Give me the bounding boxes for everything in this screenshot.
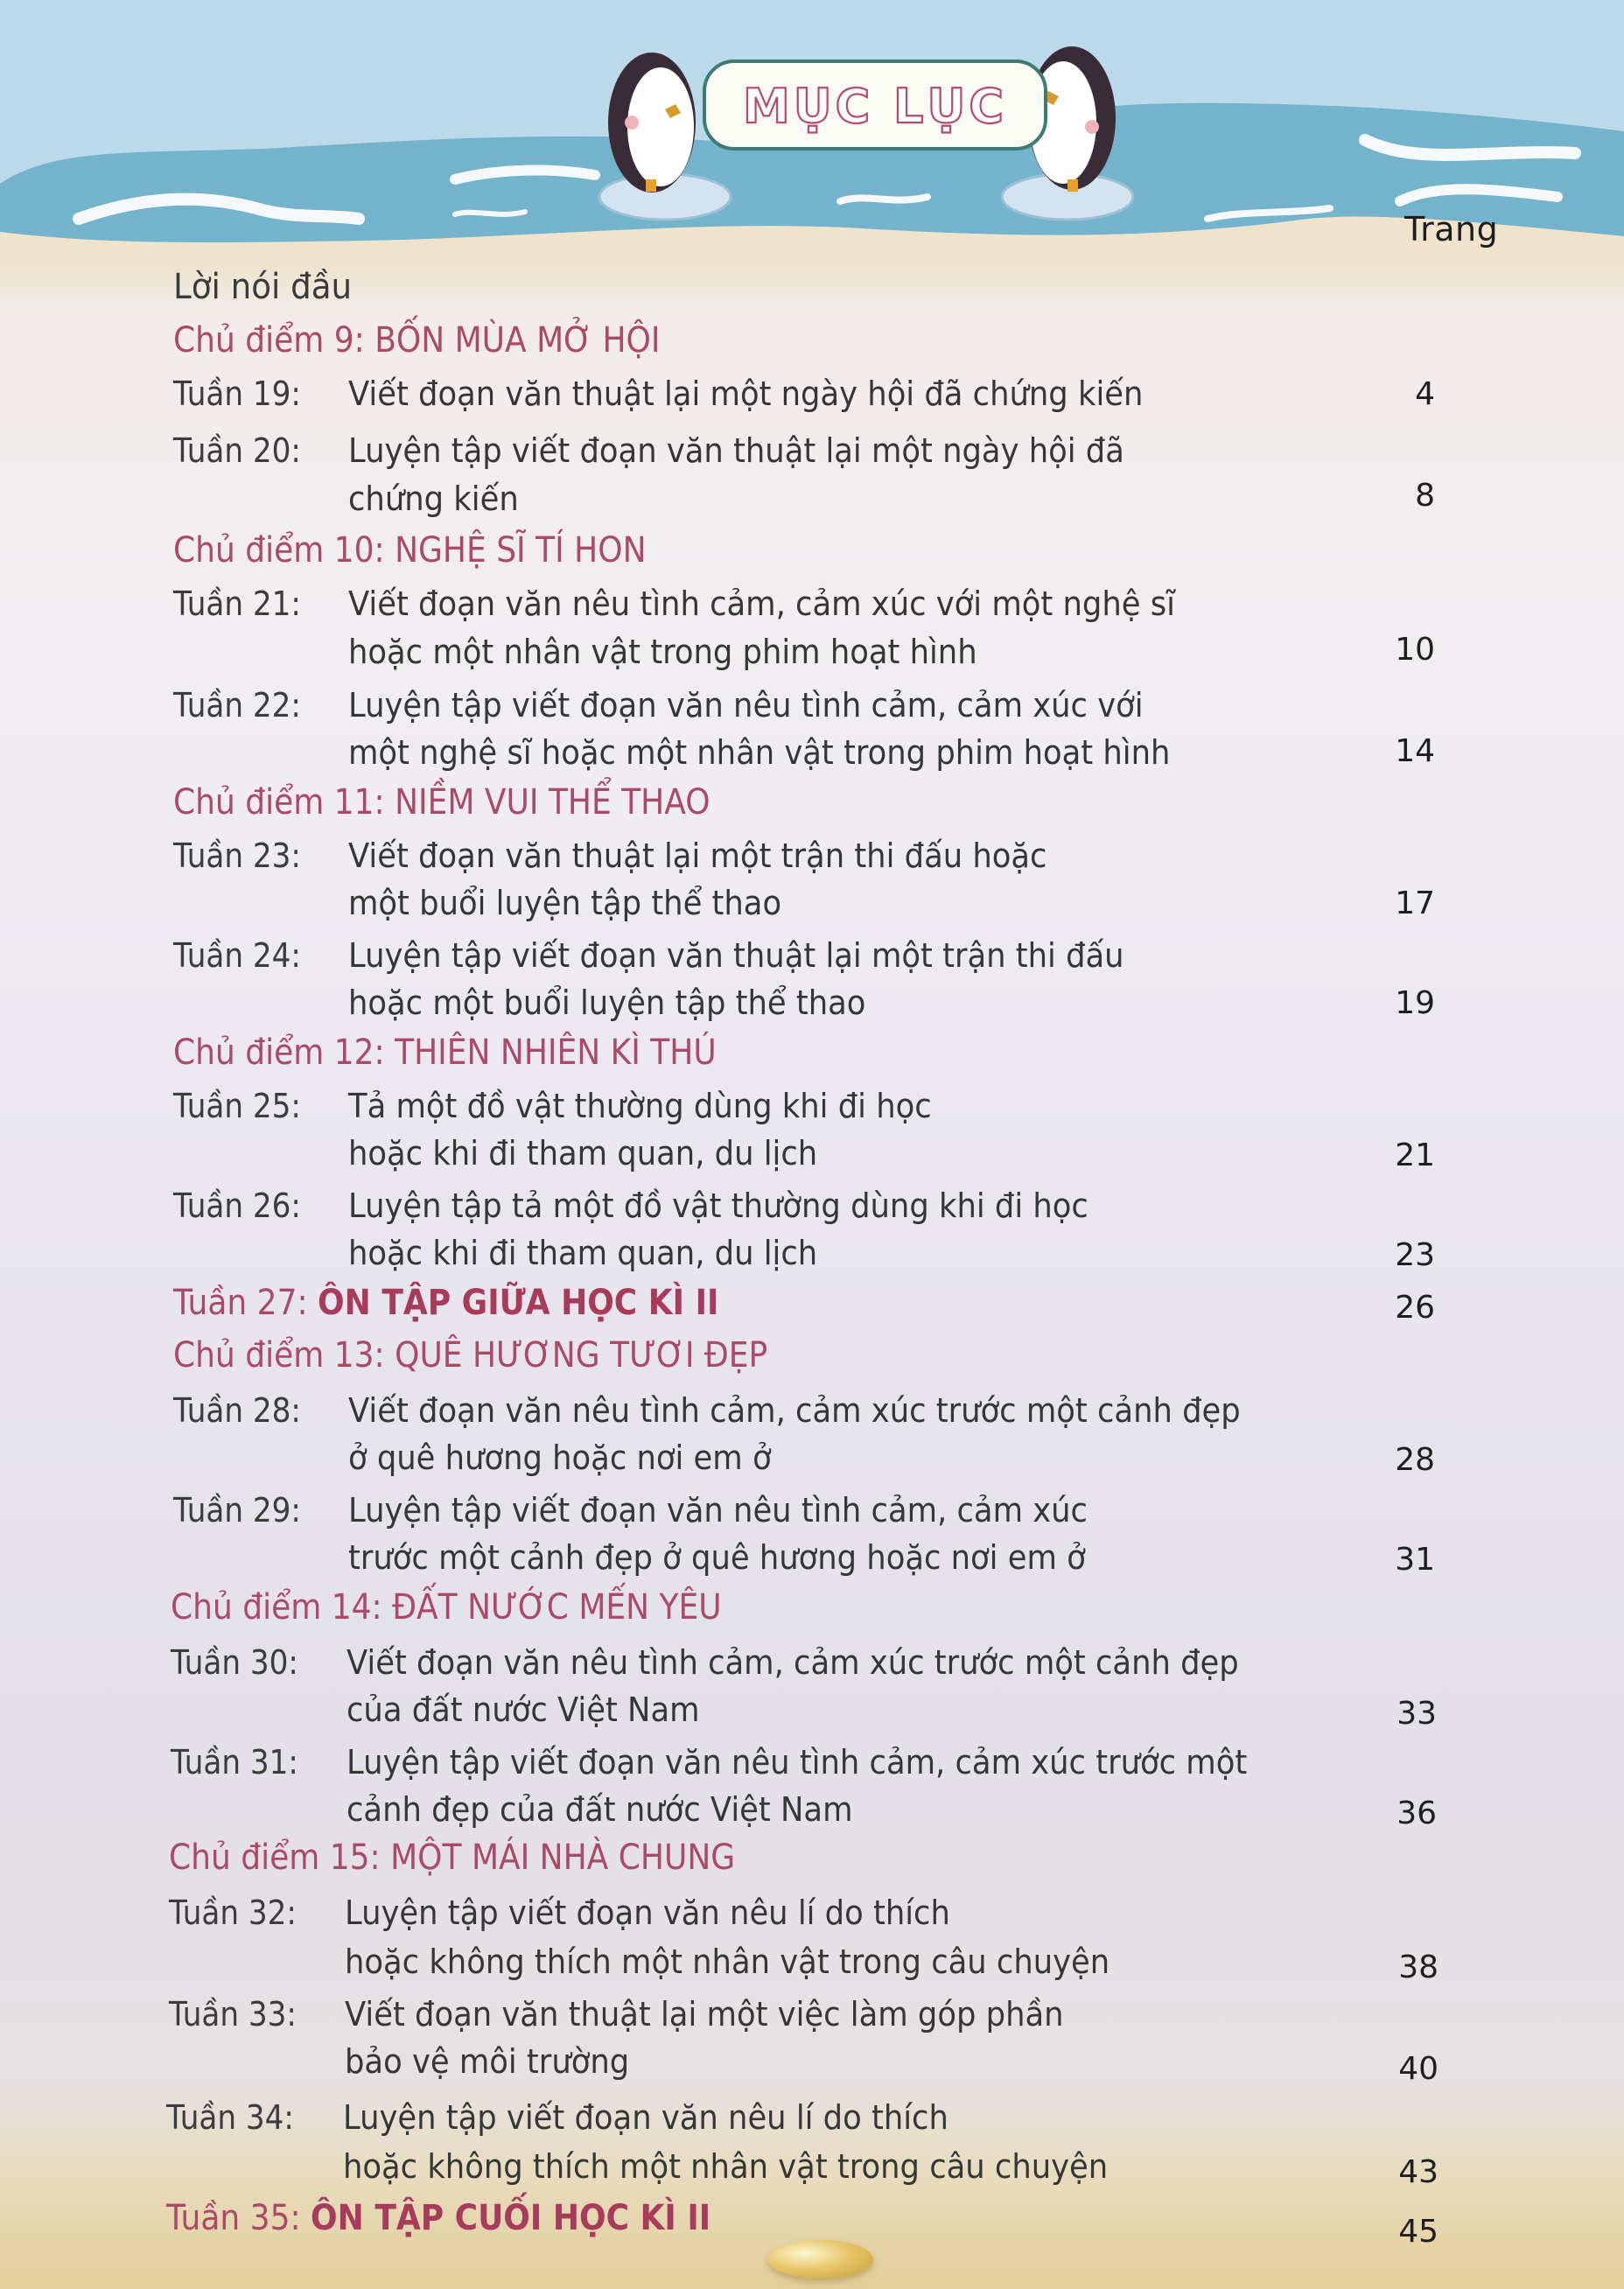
- week-title-line: Viết đoạn văn nêu tình cảm, cảm xúc với một nghệ sĩ: [348, 584, 1175, 623]
- week-label: Tuần 30:: [171, 1643, 298, 1682]
- review-week-label: Tuần 35:: [166, 2198, 301, 2238]
- week-title-line: Luyện tập viết đoạn văn nêu tình cảm, cảm xúc: [348, 1491, 1088, 1530]
- review-heading: [173, 1283, 718, 1323]
- week-label: Tuần 24:: [173, 936, 301, 975]
- topic-heading[interactable]: Chủ điểm 11: NIỀM VUI THỂ THAO: [173, 782, 710, 822]
- week-label: Tuần 28:: [173, 1391, 301, 1430]
- week-title-line: Luyện tập viết đoạn văn nêu tình cảm, cảm xúc trước một: [346, 1743, 1248, 1782]
- topic-heading[interactable]: Chủ điểm 14: ĐẤT NƯỚC MẾN YÊU: [171, 1587, 722, 1628]
- week-title-line: hoặc một nhân vật trong phim hoạt hình: [348, 633, 977, 671]
- week-title-line: Luyện tập tả một đồ vật thường dùng khi đi học: [348, 1186, 1088, 1225]
- week-title-line: Luyện tập viết đoạn văn thuật lại một ngày hội đã: [348, 431, 1124, 470]
- week-title-line: hoặc không thích một nhân vật trong câu chuyện: [343, 2147, 1109, 2186]
- week-label: Tuần 23:: [173, 836, 301, 875]
- topic-heading[interactable]: Chủ điểm 9: BỐN MÙA MỞ HỘI: [173, 320, 661, 360]
- week-title-line: Luyện tập viết đoạn văn thuật lại một trận thi đấu: [348, 936, 1124, 975]
- review-heading: [166, 2198, 710, 2238]
- week-label: Tuần 29:: [173, 1491, 301, 1530]
- week-label: Tuần 34:: [166, 2098, 294, 2137]
- topic-heading[interactable]: Chủ điểm 10: NGHỆ SĨ TÍ HON: [173, 530, 647, 570]
- week-label: Tuần 33:: [169, 1995, 297, 2034]
- week-label: Tuần 21:: [173, 584, 301, 623]
- week-title-line: Viết đoạn văn nêu tình cảm, cảm xúc trước một cảnh đẹp: [346, 1643, 1239, 1682]
- week-title-line: Luyện tập viết đoạn văn nêu lí do thích: [345, 1894, 950, 1932]
- week-title-line: Viết đoạn văn thuật lại một ngày hội đã chứng kiến: [348, 374, 1144, 413]
- week-title-line: Tả một đồ vật thường dùng khi đi học: [348, 1087, 932, 1125]
- sea-background: [0, 0, 1624, 262]
- week-title-line: Luyện tập viết đoạn văn nêu lí do thích: [343, 2098, 948, 2137]
- week-title-line: trước một cảnh đẹp ở quê hương hoặc nơi em ở: [348, 1538, 1086, 1577]
- week-label: Tuần 31:: [171, 1743, 298, 1782]
- penguin-left-icon: [608, 52, 696, 192]
- week-label: Tuần 22:: [173, 686, 301, 724]
- week-title-line: cảnh đẹp của đất nước Việt Nam: [346, 1790, 853, 1829]
- week-label: Tuần 20:: [173, 431, 301, 470]
- week-title-line: hoặc không thích một nhân vật trong câu chuyện: [345, 1942, 1110, 1981]
- week-title-line: hoặc khi đi tham quan, du lịch: [348, 1234, 818, 1272]
- page-number: 23: [1395, 1237, 1435, 1273]
- week-title-line: của đất nước Việt Nam: [346, 1690, 700, 1729]
- topic-heading[interactable]: Chủ điểm 12: THIÊN NHIÊN KÌ THÚ: [173, 1032, 717, 1073]
- week-title-line: Viết đoạn văn nêu tình cảm, cảm xúc trước một cảnh đẹp: [348, 1391, 1241, 1430]
- week-title-line: Viết đoạn văn thuật lại một trận thi đấu hoặc: [348, 836, 1047, 875]
- page-number: 45: [1398, 2214, 1438, 2250]
- week-title-line: ở quê hương hoặc nơi em ở: [348, 1438, 772, 1477]
- page-number: 36: [1396, 1796, 1437, 1831]
- week-title-line: bảo vệ môi trường: [345, 2042, 630, 2081]
- week-label: Tuần 32:: [169, 1894, 297, 1932]
- page-number: 21: [1395, 1138, 1435, 1173]
- week-label: Tuần 25:: [173, 1087, 301, 1125]
- title-text: MỤC LỤC: [743, 79, 1007, 134]
- topic-heading[interactable]: Chủ điểm 13: QUÊ HƯƠNG TƯƠI ĐẸP: [173, 1335, 768, 1376]
- page-number: 43: [1398, 2154, 1438, 2190]
- page-number: 33: [1396, 1696, 1437, 1732]
- page-number: 28: [1395, 1442, 1435, 1478]
- toc-item-preface[interactable]: Lời nói đầu: [173, 267, 353, 307]
- topic-heading[interactable]: Chủ điểm 15: MỘT MÁI NHÀ CHUNG: [169, 1838, 736, 1878]
- review-week-label: Tuần 27:: [173, 1283, 308, 1323]
- week-title-line: Luyện tập viết đoạn văn nêu tình cảm, cảm xúc với: [348, 686, 1144, 724]
- page-number: 17: [1395, 886, 1435, 921]
- page-number: 4: [1415, 376, 1435, 412]
- week-title-line: hoặc khi đi tham quan, du lịch: [348, 1134, 818, 1172]
- page-number: 26: [1395, 1290, 1435, 1326]
- week-title-line: chứng kiến: [348, 480, 519, 518]
- review-title: ÔN TẬP CUỐI HỌC KÌ II: [311, 2198, 711, 2238]
- water-droplet-decoration: [768, 2240, 873, 2278]
- page-number: 10: [1395, 632, 1435, 668]
- week-label: Tuần 19:: [173, 374, 301, 413]
- page-number: 38: [1398, 1950, 1438, 1985]
- week-title-line: hoặc một buổi luyện tập thể thao: [348, 984, 866, 1022]
- page-number: 31: [1395, 1542, 1435, 1578]
- page-number: 40: [1398, 2051, 1438, 2087]
- page-number: 19: [1395, 985, 1435, 1021]
- week-title-line: một buổi luyện tập thể thao: [348, 884, 782, 922]
- week-title-line: Viết đoạn văn thuật lại một việc làm góp phần: [345, 1995, 1064, 2034]
- review-title: ÔN TẬP GIỮA HỌC KÌ II: [318, 1283, 719, 1323]
- header-illustration: [0, 0, 1624, 262]
- page-number: 14: [1395, 733, 1435, 769]
- week-title-line: một nghệ sĩ hoặc một nhân vật trong phim hoạt hình: [348, 733, 1171, 772]
- page-column-label: Trang: [1404, 210, 1499, 248]
- page-number: 8: [1415, 478, 1435, 514]
- week-label: Tuần 26:: [173, 1186, 301, 1225]
